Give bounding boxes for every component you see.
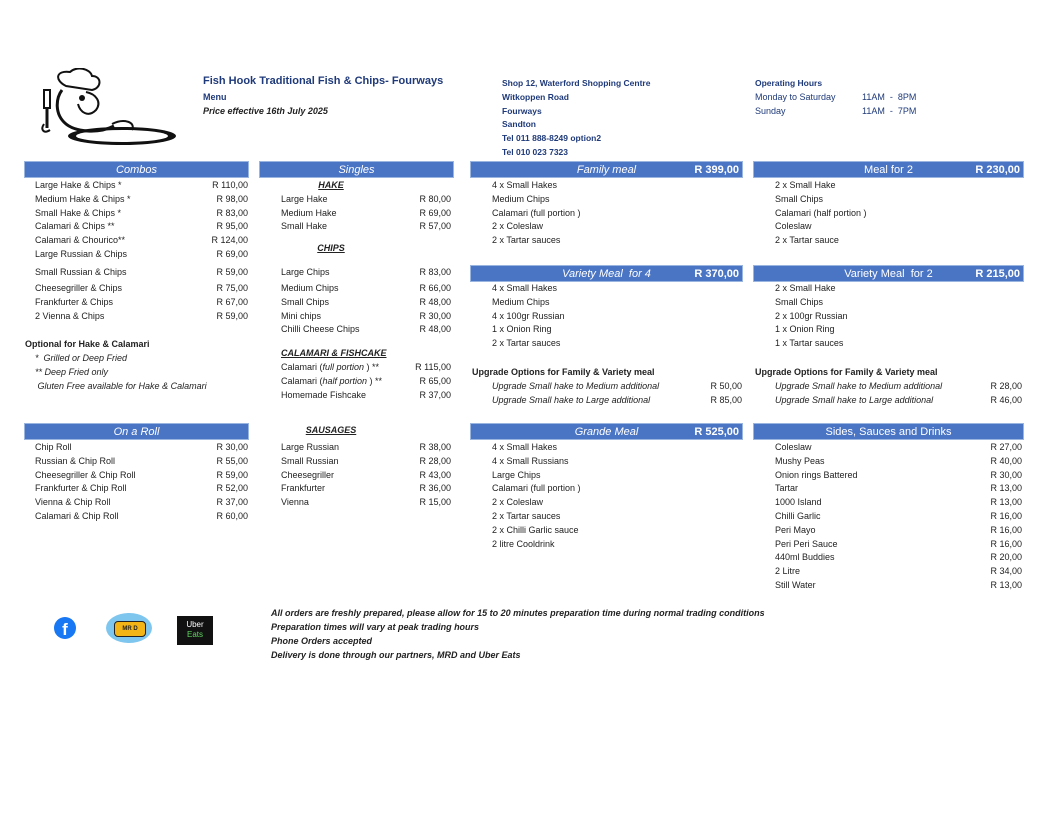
- meal-for-2-header: [753, 161, 1024, 178]
- section-title: Meal for 2: [864, 164, 913, 176]
- list-item: 1 x Onion Ring: [775, 324, 835, 335]
- list-item: Calamari (half portion ): [775, 207, 867, 218]
- list-item: Frankfurter R 36,00: [281, 483, 451, 494]
- combos-list-2: [35, 266, 248, 280]
- list-item: Calamari & Chips ** R 95,00: [35, 221, 248, 232]
- section-title: Combos: [116, 164, 157, 176]
- hours-time: 11AM - 8PM: [862, 92, 917, 102]
- subheading-hake: HAKE: [318, 180, 344, 190]
- list-item: Medium Chips: [492, 296, 550, 307]
- list-item: 440ml Buddies R 20,00: [775, 552, 1022, 563]
- address-line: Shop 12, Waterford Shopping Centre: [502, 78, 651, 88]
- combos-list: [35, 179, 248, 262]
- list-item: Small Chips: [775, 296, 824, 307]
- list-item: Large Chips R 83,00: [281, 267, 451, 277]
- list-item: Vienna & Chip Roll R 37,00: [35, 497, 248, 508]
- list-item: Small Chips R 48,00: [281, 296, 451, 307]
- section-title: Grande Meal: [574, 426, 639, 438]
- list-item: Mushy Peas R 40,00: [775, 455, 1022, 466]
- list-item: Calamari & Chourico** R 124,00: [35, 235, 248, 246]
- on-a-roll-header: [24, 423, 249, 440]
- upgrade-list: [775, 380, 1022, 408]
- list-item: Calamari (full portion ): [492, 207, 581, 218]
- section-title: On a Roll: [113, 426, 160, 438]
- list-item: 1000 Island R 13,00: [775, 497, 1022, 508]
- optional-title: Optional for Hake & Calamari: [25, 339, 150, 349]
- list-item: 2 x Tartar sauces: [492, 510, 561, 521]
- list-item: Medium Chips R 66,00: [281, 283, 451, 293]
- section-price: R 370,00: [694, 268, 739, 280]
- singles-header: [259, 161, 454, 178]
- list-item: Small Russian & Chips R 59,00: [35, 267, 248, 277]
- address-line: Fourways: [502, 105, 542, 116]
- sides-header: [753, 423, 1024, 440]
- list-item: Frankfurter & Chip Roll R 52,00: [35, 483, 248, 494]
- menu-label: Menu: [203, 92, 227, 102]
- list-item: Small Hake & Chips * R 83,00: [35, 207, 248, 218]
- section-price: R 525,00: [694, 426, 739, 438]
- subheading-chips: CHIPS: [317, 243, 345, 254]
- list-item: Upgrade Small hake to Large additional R 46,00: [775, 394, 1022, 405]
- hours-day: Monday to Saturday: [755, 92, 836, 102]
- facebook-icon[interactable]: f: [54, 617, 76, 639]
- footer-line: Delivery is done through our partners, MRD and Uber Eats: [271, 650, 521, 660]
- phone-line: Tel 010 023 7323: [502, 146, 569, 157]
- sides-list: [775, 441, 1022, 593]
- chips-list: [281, 266, 451, 280]
- list-item: 2 x Small Hake: [775, 180, 836, 190]
- list-item: 4 x 100gr Russian: [492, 310, 565, 321]
- list-item: Medium Chips: [492, 193, 550, 204]
- mrd-logo-text: MR D: [114, 621, 146, 637]
- family-meal-header: [470, 161, 743, 178]
- chef-fish-logo: [36, 68, 178, 148]
- optional-note: ** Deep Fried only: [35, 367, 109, 377]
- meal-for-2-list: [775, 179, 1015, 248]
- combos-header: [24, 161, 249, 178]
- list-item: Peri Mayo R 16,00: [775, 524, 1022, 535]
- uber-eats-logo[interactable]: [177, 616, 213, 645]
- chips-list-2: [281, 282, 451, 402]
- variety-4-list: [492, 282, 732, 351]
- uber-text: Uber: [186, 620, 204, 629]
- list-item: 2 litre Cooldrink: [492, 538, 555, 549]
- upgrade-title: Upgrade Options for Family & Variety meal: [472, 367, 655, 377]
- list-item: Chip Roll R 30,00: [35, 442, 248, 452]
- section-title: Sides, Sauces and Drinks: [825, 426, 952, 438]
- price-effective: Price effective 16th July 2025: [203, 106, 328, 116]
- list-item: Tartar R 13,00: [775, 483, 1022, 494]
- list-item: Medium Hake R 69,00: [281, 207, 451, 218]
- list-item: Chilli Cheese Chips R 48,00: [281, 324, 451, 335]
- restaurant-title: Fish Hook Traditional Fish & Chips- Fourways: [203, 75, 444, 87]
- address-line: Sandton: [502, 119, 536, 130]
- on-a-roll-list: [35, 441, 248, 524]
- address-line: Witkoppen Road: [502, 91, 569, 102]
- hours-time: 11AM - 7PM: [862, 106, 917, 116]
- footer-line: All orders are freshly prepared, please allow for 15 to 20 minutes preparation time during normal trading conditions: [271, 608, 765, 618]
- list-item: Large Hake R 80,00: [281, 193, 451, 204]
- section-price: R 230,00: [975, 164, 1020, 176]
- list-item: Calamari & Chip Roll R 60,00: [35, 510, 248, 521]
- list-item: 2 Vienna & Chips R 59,00: [35, 310, 248, 321]
- section-price: R 399,00: [694, 164, 739, 176]
- list-item: Coleslaw R 27,00: [775, 442, 1022, 452]
- grande-meal-list: [492, 441, 732, 551]
- optional-note: * Grilled or Deep Fried: [35, 353, 128, 363]
- list-item: Calamari (full portion ) ** R 115,00: [281, 361, 451, 372]
- list-item: Large Russian R 38,00: [281, 442, 451, 452]
- list-item: Russian & Chip Roll R 55,00: [35, 455, 248, 466]
- list-item: Coleslaw: [775, 221, 812, 232]
- list-item: Medium Hake & Chips * R 98,00: [35, 193, 248, 204]
- list-item: Cheesegriller & Chip Roll R 59,00: [35, 469, 248, 480]
- subheading-sausages: SAUSAGES: [305, 425, 357, 435]
- section-title: Variety Meal for 4: [562, 268, 651, 280]
- list-item: Upgrade Small hake to Medium additional R 50,00: [492, 381, 742, 391]
- optional-note: Gluten Free available for Hake & Calamari: [35, 381, 207, 391]
- list-item: 2 x Tartar sauces: [492, 235, 561, 246]
- list-item: 2 x Coleslaw: [492, 497, 544, 508]
- list-item: Calamari (full portion ): [492, 483, 581, 494]
- list-item: 4 x Small Hakes: [492, 283, 558, 293]
- footer-notes: [271, 606, 765, 662]
- upgrade-title: Upgrade Options for Family & Variety meal: [755, 367, 938, 377]
- list-item: Mini chips R 30,00: [281, 310, 451, 321]
- list-item: 2 x Coleslaw: [492, 221, 544, 232]
- variety-2-header: [753, 265, 1024, 282]
- list-item: 2 x Small Hake: [775, 283, 836, 293]
- list-item: Calamari (half portion ) ** R 65,00: [281, 375, 451, 386]
- list-item: Peri Peri Sauce R 16,00: [775, 538, 1022, 549]
- list-item: Frankfurter & Chips R 67,00: [35, 296, 248, 307]
- footer-line: Preparation times will vary at peak trading hours: [271, 622, 480, 632]
- address-block: [502, 77, 650, 160]
- list-item: 2 x Tartar sauces: [492, 338, 561, 349]
- list-item: 4 x Small Russians: [492, 455, 569, 466]
- list-item: Large Chips: [492, 469, 541, 480]
- list-item: Cheesegriller R 43,00: [281, 469, 451, 480]
- list-item: Small Chips: [775, 193, 824, 204]
- variety-4-header: [470, 265, 743, 282]
- variety-2-list: [775, 282, 1015, 351]
- list-item: 2 x 100gr Russian: [775, 310, 848, 321]
- section-title: Family meal: [576, 164, 637, 176]
- phone-line: Tel 011 888-8249 option2: [502, 133, 602, 144]
- grande-meal-header: [470, 423, 743, 440]
- list-item: 2 x Chilli Garlic sauce: [492, 524, 579, 535]
- list-item: Large Hake & Chips * R 110,00: [35, 180, 248, 190]
- list-item: 2 x Tartar sauce: [775, 235, 839, 246]
- list-item: Upgrade Small hake to Large additional R 85,00: [492, 394, 742, 405]
- hours-day: Sunday: [755, 106, 786, 116]
- list-item: Homemade Fishcake R 37,00: [281, 389, 451, 400]
- section-price: R 215,00: [975, 268, 1020, 280]
- upgrade-list: [492, 380, 742, 408]
- list-item: Vienna R 15,00: [281, 497, 451, 508]
- mrd-logo[interactable]: [106, 613, 152, 643]
- subheading-calamari: CALAMARI & FISHCAKE: [281, 348, 387, 359]
- list-item: Chilli Garlic R 16,00: [775, 510, 1022, 521]
- footer-line: Phone Orders accepted: [271, 636, 373, 646]
- list-item: Upgrade Small hake to Medium additional R 28,00: [775, 381, 1022, 391]
- singles-list: [281, 179, 451, 256]
- list-item: Cheesegriller & Chips R 75,00: [35, 283, 248, 293]
- list-item: 1 x Onion Ring: [492, 324, 552, 335]
- sausages-list: [281, 441, 451, 510]
- section-title: Variety Meal for 2: [844, 268, 933, 280]
- list-item: Small Russian R 28,00: [281, 455, 451, 466]
- hours-title: Operating Hours: [755, 78, 823, 88]
- list-item: Still Water R 13,00: [775, 579, 1022, 590]
- list-item: 4 x Small Hakes: [492, 442, 558, 452]
- family-meal-list: [492, 179, 732, 248]
- list-item: Small Hake R 57,00: [281, 221, 451, 232]
- section-title: Singles: [338, 164, 375, 176]
- list-item: 4 x Small Hakes: [492, 180, 558, 190]
- eats-text: Eats: [186, 630, 203, 639]
- list-item: Onion rings Battered R 30,00: [775, 469, 1022, 480]
- list-item: 2 Litre R 34,00: [775, 566, 1022, 577]
- combos-list-3: [35, 282, 248, 323]
- list-item: 1 x Tartar sauces: [775, 338, 844, 349]
- list-item: Large Russian & Chips R 69,00: [35, 248, 248, 259]
